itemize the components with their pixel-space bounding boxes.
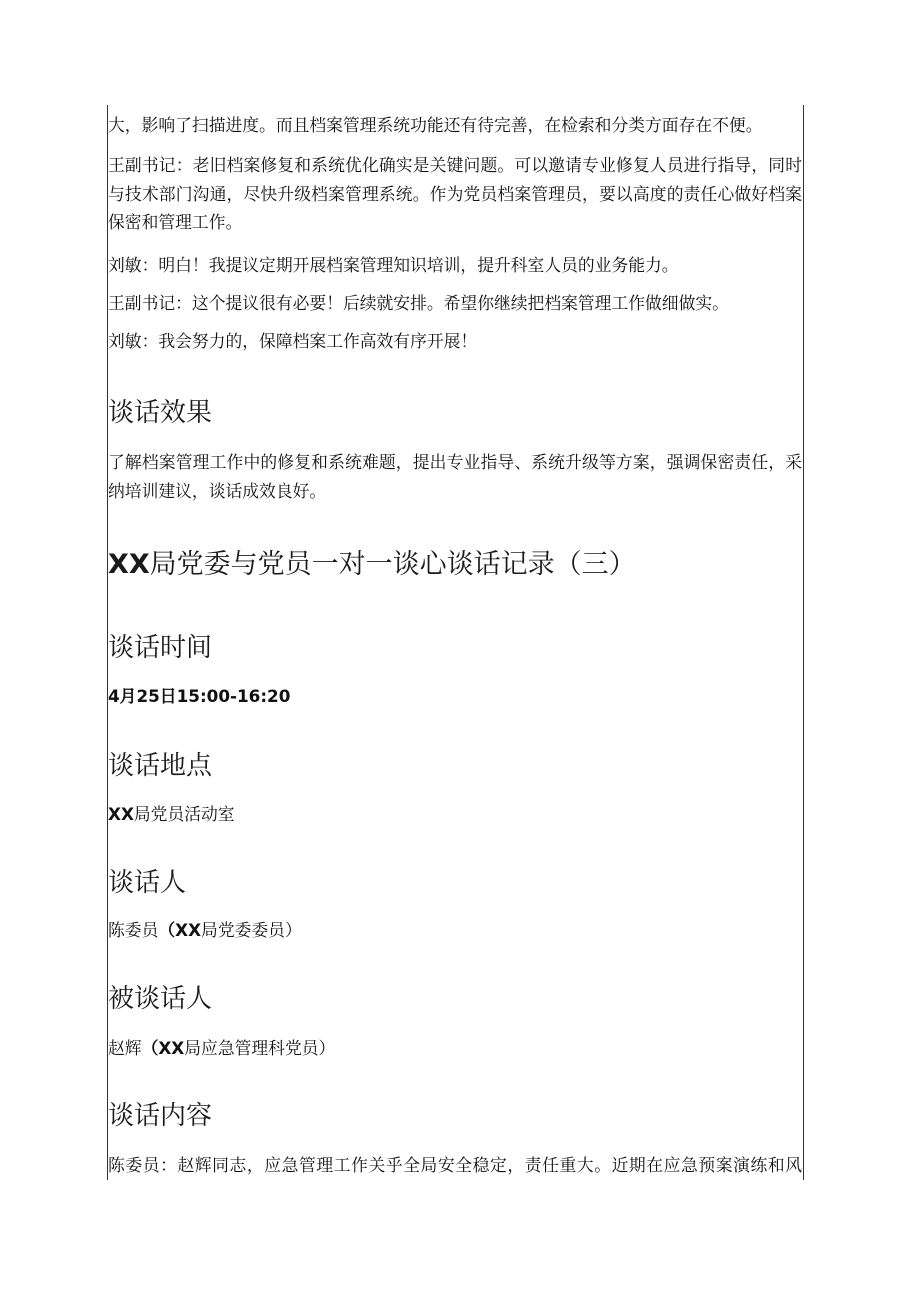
- place-text: 局党员活动室: [133, 804, 235, 824]
- effect-line: 了解档案管理工作中的修复和系统难题，提出专业指导、系统升级等方案，强调保密责任，采: [108, 452, 802, 472]
- section-heading-talkee: 被谈话人: [108, 984, 213, 1014]
- talker-org-prefix: （XX: [158, 920, 202, 940]
- talker-name: 陈委员: [108, 920, 159, 940]
- dialogue-line: 刘敏：明白！我提议定期开展档案管理知识培训，提升科室人员的业务能力。: [108, 255, 679, 275]
- dialogue-line: 刘敏：我会努力的，保障档案工作高效有序开展！: [108, 331, 478, 351]
- content-line: 陈委员：赵辉同志，应急管理工作关乎全局安全稳定，责任重大。近期在应急预案演练和风: [108, 1155, 802, 1175]
- dialogue-line: 王副书记：这个提议很有必要！后续就安排。希望你继续把档案管理工作做细做实。: [108, 293, 729, 313]
- section-heading-talker: 谈话人: [108, 868, 187, 898]
- record-title-prefix: XX: [108, 549, 150, 580]
- section-heading-time: 谈话时间: [108, 633, 213, 663]
- section-heading-place: 谈话地点: [108, 751, 213, 781]
- place-value: [108, 802, 802, 826]
- effect-line: 纳培训建议，谈话成效良好。: [108, 481, 327, 501]
- talkee-value: [108, 1036, 802, 1060]
- talker-org-text: 局党委委员）: [201, 920, 302, 940]
- talkee-org-prefix: （XX: [141, 1038, 185, 1058]
- section-heading-content: 谈话内容: [108, 1101, 213, 1131]
- section-heading-effect: 谈话效果: [108, 398, 213, 428]
- talker-value: [108, 918, 802, 942]
- record-title: [108, 547, 636, 583]
- time-value: 4月25日15:00-16:20: [108, 686, 291, 706]
- dialogue-line: 保密和管理工作。: [108, 212, 243, 232]
- talkee-name: 赵辉: [108, 1038, 142, 1058]
- place-prefix: XX: [108, 804, 134, 824]
- dialogue-line: 与技术部门沟通，尽快升级档案管理系统。作为党员档案管理员，要以高度的责任心做好档案: [108, 184, 802, 204]
- dialogue-line: 王副书记：老旧档案修复和系统优化确实是关键问题。可以邀请专业修复人员进行指导，同时: [108, 155, 802, 175]
- dialogue-line: 大，影响了扫描进度。而且档案管理系统功能还有待完善，在检索和分类方面存在不便。: [108, 115, 763, 135]
- record-title-text: 局党委与党员一对一谈心谈话记录（三）: [149, 549, 636, 580]
- table-right-border: [803, 105, 804, 1180]
- talkee-org-text: 局应急管理科党员）: [184, 1038, 336, 1058]
